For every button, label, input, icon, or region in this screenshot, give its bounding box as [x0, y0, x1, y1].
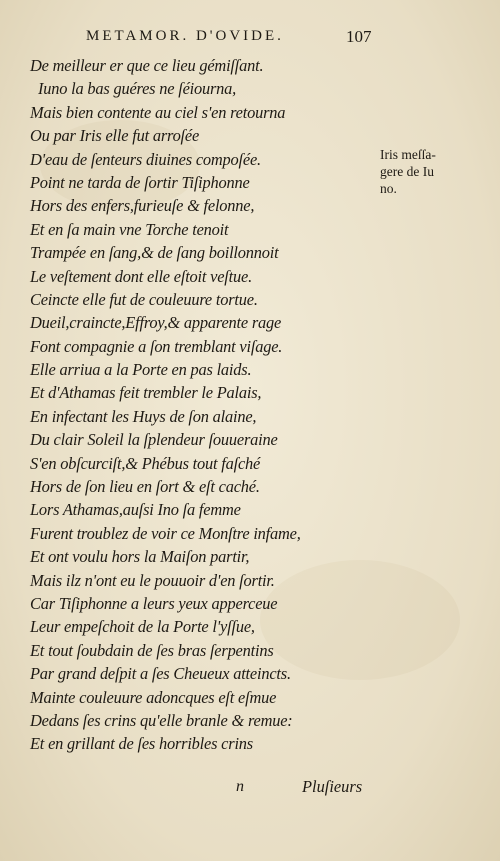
- signature-mark: n: [236, 778, 244, 795]
- verse-list: [30, 54, 301, 756]
- verse-line: Ou par Iris elle fut arroſée: [30, 126, 200, 146]
- verse-line: Car Tiſiphonne a leurs yeux apperceue: [30, 593, 278, 613]
- verse-line: Mais bien contente au ciel s'en retourna: [30, 102, 286, 122]
- verse-line: Mainte couleuure adoncques eſt eſmue: [30, 687, 277, 707]
- marginal-note: [380, 146, 460, 197]
- verse-line: Et en ſa main vne Torche tenoit: [30, 219, 229, 239]
- verse-line: Par grand deſpit a ſes Cheueux atteincts.: [30, 664, 291, 684]
- marginal-note-line: gere de Iu: [380, 164, 434, 179]
- verse-line: Hors de ſon lieu en ſort & eſt caché.: [30, 477, 260, 497]
- verse-line: Et d'Athamas feit trembler le Palais,: [30, 383, 262, 403]
- marginal-note-line: Iris meſſa-: [380, 147, 436, 162]
- catchword: Pluſieurs: [302, 777, 363, 796]
- verse-line: Dueil,craincte,Effroy,& apparente rage: [30, 313, 282, 333]
- verse-line: Hors des enfers,furieuſe & felonne,: [30, 196, 255, 216]
- verse-line: Point ne tarda de ſortir Tiſiphonne: [30, 172, 250, 192]
- verse-line: Et ont voulu hors la Maiſon partir,: [30, 547, 250, 567]
- verse-line: Le veſtement dont elle eſtoit veſtue.: [30, 266, 252, 286]
- verse-line: Trampée en ſang,& de ſang boillonnoit: [30, 243, 279, 263]
- verse-line: Ceincte elle fut de couleuure tortue.: [30, 289, 258, 309]
- verse-line: Du clair Soleil la ſplendeur ſouueraine: [30, 430, 278, 450]
- verse-line: Leur empeſchoit de la Porte l'yſſue,: [30, 617, 255, 637]
- verse-line: De meilleur er que ce lieu gémiſſant.: [30, 56, 264, 75]
- verse-line: Elle arriua a la Porte en pas laids.: [30, 360, 252, 380]
- page-number: 107: [346, 27, 372, 46]
- verse-line: Et tout ſoubdain de ſes bras ſerpentins: [30, 640, 274, 660]
- verse-line: Iuno la bas guéres ne ſéiourna,: [38, 79, 237, 99]
- verse-line: Mais ilz n'ont eu le pouuoir d'en ſortir.: [30, 570, 275, 590]
- running-head: METAMOR. D'OVIDE.: [86, 28, 284, 44]
- marginal-note-line: no.: [380, 181, 397, 196]
- verse-line: Dedans ſes crins qu'elle branle & remue:: [30, 710, 293, 730]
- verse-line: En infectant les Huys de ſon alaine,: [30, 406, 257, 426]
- verse-line: S'en obſcurciſt,& Phébus tout faſché: [30, 453, 261, 473]
- verse-line: Font compagnie a ſon tremblant viſage.: [30, 336, 283, 356]
- verse-line: Furent troublez de voir ce Monſtre infame,: [30, 523, 301, 543]
- verse-line: Et en grillant de ſes horribles crins: [30, 734, 253, 754]
- verse-line: Lors Athamas,auſsi Ino ſa femme: [30, 500, 241, 520]
- verse-line: D'eau de ſenteurs diuines compoſée.: [30, 149, 261, 169]
